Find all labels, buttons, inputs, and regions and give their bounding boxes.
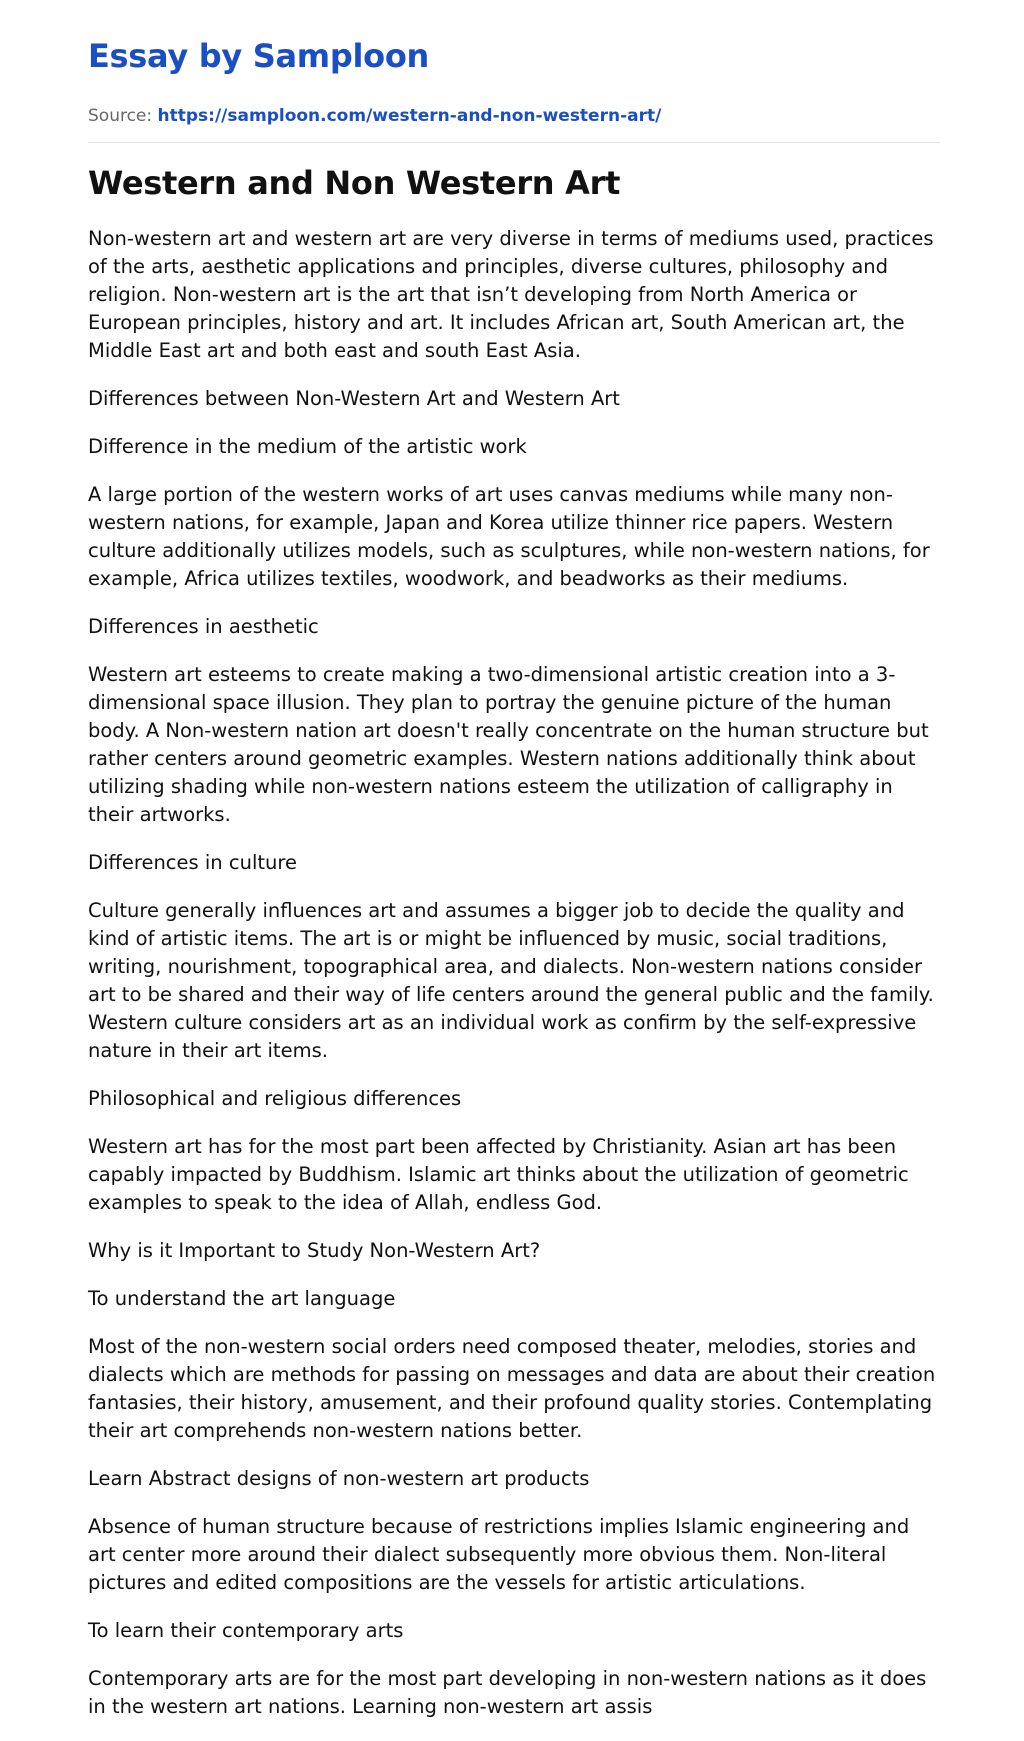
- paragraph-contemporary: Contemporary arts are for the most part developing in non-western nations as it does in the western art nations. Learning non-western art assis: [88, 1667, 927, 1718]
- source-link[interactable]: https://samploon.com/western-and-non-western-art/: [157, 106, 662, 126]
- subheading-aesthetic: Differences in aesthetic: [88, 615, 319, 638]
- header-divider: [88, 142, 940, 143]
- source-label: Source:: [88, 106, 153, 126]
- subheading-philosophy: Philosophical and religious differences: [88, 1087, 462, 1110]
- essay-title: Western and Non Western Art: [88, 164, 621, 202]
- section-heading-importance: Why is it Important to Study Non-Western Art?: [88, 1239, 541, 1262]
- paragraph-philosophy: Western art has for the most part been affected by Christianity. Asian art has been capably impacted by Buddhism. Islamic art thinks about the utilization of geometric examples to speak to the idea of Allah, endless God.: [88, 1135, 909, 1214]
- section-heading-differences: Differences between Non-Western Art and Western Art: [88, 387, 620, 410]
- paragraph-culture: Culture generally influences art and assumes a bigger job to decide the quality and kind of artistic items. The art is or might be influenced by music, social traditions, writing, nourishment, topographical area, and dialects. Non-western nations consider art to be shared and their way of life centers around the general public and the family. Western culture considers art as an individual work as confirm by the self-expressive nature in their art items.: [88, 899, 934, 1062]
- subheading-contemporary: To learn their contemporary arts: [88, 1619, 404, 1642]
- essay-body: [88, 225, 940, 1721]
- subheading-abstract-designs: Learn Abstract designs of non-western art products: [88, 1467, 590, 1490]
- subheading-culture: Differences in culture: [88, 851, 297, 874]
- paragraph-abstract-designs: Absence of human structure because of restrictions implies Islamic engineering and art center more around their dialect subsequently more obvious them. Non-literal pictures and edited compositions are the vessels for artistic articulations.: [88, 1515, 910, 1594]
- paragraph-medium: A large portion of the western works of art uses canvas mediums while many non-western nations, for example, Japan and Korea utilize thinner rice papers. Western culture additionally utilizes models, such as sculptures, while non-western nations, for example, Africa utilizes textiles, woodwork, and beadworks as their mediums.: [88, 483, 930, 590]
- paragraph-intro: Non-western art and western art are very diverse in terms of mediums used, practices of the arts, aesthetic applications and principles, diverse cultures, philosophy and religion. Non-western art is the art that isn’t developing from North America or European principles, history and art. It includes African art, South American art, the Middle East art and both east and south East Asia.: [88, 227, 934, 362]
- source-line: [88, 105, 940, 127]
- subheading-medium: Difference in the medium of the artistic work: [88, 435, 527, 458]
- paragraph-aesthetic: Western art esteems to create making a two-dimensional artistic creation into a 3-dimensional space illusion. They plan to portray the genuine picture of the human body. A Non-western nation art doesn't really concentrate on the human structure but rather centers around geometric examples. Western nations additionally think about utilizing shading while non-western nations esteem the utilization of calligraphy in their artworks.: [88, 663, 929, 826]
- site-brand: Essay by Samploon: [88, 37, 429, 75]
- subheading-art-language: To understand the art language: [88, 1287, 396, 1310]
- document-page: [88, 0, 940, 1741]
- paragraph-art-language: Most of the non-western social orders need composed theater, melodies, stories and dialects which are methods for passing on messages and data are about their creation fantasies, their history, amusement, and their profound quality stories. Contemplating their art comprehends non-western nations better.: [88, 1335, 936, 1442]
